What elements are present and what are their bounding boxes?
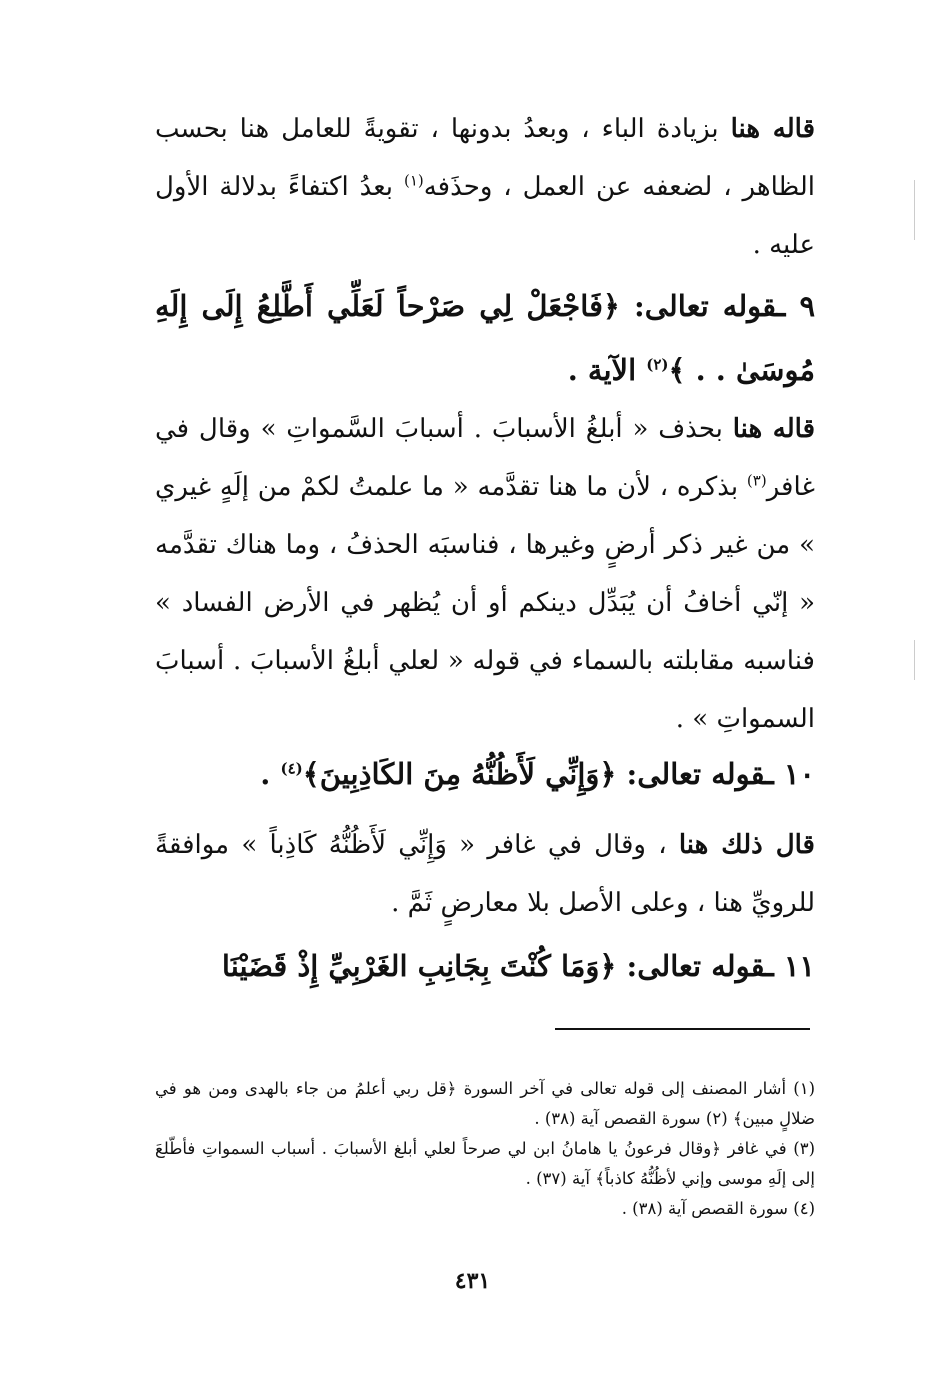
heading-label: قوله تعالى: [634,289,777,323]
footnote-4: (٤) سورة القصص آية (٣٨) . [621,1199,815,1218]
paragraph-text: بذكره ، لأن ما هنا تقدَّمه « ما علمتُ لكمْ من إلَهٍ غيري » من غير ذكر أرضٍ وغيرها ، فناسبَه الحذفُ ، وما هناك تقدَّمه « إنّي أخافُ أن يُبَدِّل دينكم أو أن يُظهر في الأرض الفساد » فناسبه مقابلته بالسماء في قوله « لعلي أبلغُ الأسبابَ . أسبابَ السمواتِ » . [155,472,815,734]
paragraph-lead: قاله هنا [730,114,816,144]
heading-label: قوله تعالى: [626,949,766,983]
footnote-1-2: (١) أشار المصنف إلى قوله تعالى في آخر السورة ﴿قل ربي أعلمُ من جاء بالهدى ومن هو في ضلالٍ مبين﴾ (٢) سورة القصص آية (٣٨) . [155,1079,815,1128]
verse-text: ﴿وَإِنِّي لَأَظُنُّهُ مِنَ الكَاذِبِينَ﴾ [302,757,627,791]
footnote-3: (٣) في غافر ﴿وقال فرعونُ يا هامانُ ابن لي صرحاً لعلي أبلغ الأسبابَ . أسباب السمواتِ فأطّلعَ إلى إلَهِ موسى وإني لأظُنُّهُ كاذباً﴾ آية (٣٧) . [155,1139,815,1188]
paragraph-text: بعدُ اكتفاءً بدلالة الأول عليه . [155,172,815,260]
paragraph-1 [155,100,815,274]
verse-text: ﴿فَاجْعَلْ لِي صَرْحاً لَعَلِّي أَطَّلِعُ إِلَى إِلَهِ مُوسَىٰ . . ﴾ [155,289,815,387]
paragraph-3 [155,816,815,932]
paragraph-2 [155,400,815,748]
heading-number: ١١ ـ [765,949,815,983]
verse-text: ﴿وَمَا كُنْتَ بِجَانِبِ الغَرْبِيِّ إِذْ قَضَيْنَا [221,949,627,983]
scan-edge-mark [914,180,915,240]
heading-label: قوله تعالى: [626,757,766,791]
paragraph-text: بزيادة الباء ، وبعدُ بدونها ، تقويةً للعامل هنا بحسب الظاهر ، لضعفه عن العمل ، وحذَفه [155,114,815,202]
verse-heading-9 [155,274,815,402]
paragraph-lead: قاله هنا [732,414,815,444]
page-number: ٤٣١ [454,1268,491,1294]
footnote-ref[interactable]: (٢) [646,355,669,374]
footnote-ref[interactable]: (٣) [746,471,767,490]
paragraph-lead: قال ذلك هنا [678,830,815,860]
paragraph-text: ، وقال في غافر « وَإِنِّي لَأَظُنُّهُ كَاذِباً » موافقةً للرويِّ هنا ، وعلى الأصل بلا معارضٍ ثَمَّ . [155,830,815,918]
footnote-divider [555,1028,810,1030]
heading-tail: . [260,757,281,791]
heading-number: ٩ ـ [776,289,816,323]
scan-edge-mark [914,640,915,680]
verse-heading-11 [155,934,815,998]
heading-number: ١٠ ـ [765,757,815,791]
paragraph-text: بحذف « أبلغُ الأسبابَ . أسبابَ السَّمواتِ » وقال في غافر [155,414,815,502]
verse-heading-10 [155,742,815,806]
footnote-ref[interactable]: (١) [403,171,424,190]
footnote-ref[interactable]: (٤) [280,759,303,778]
footnotes [155,1074,815,1224]
heading-tail: الآية . [567,353,647,387]
